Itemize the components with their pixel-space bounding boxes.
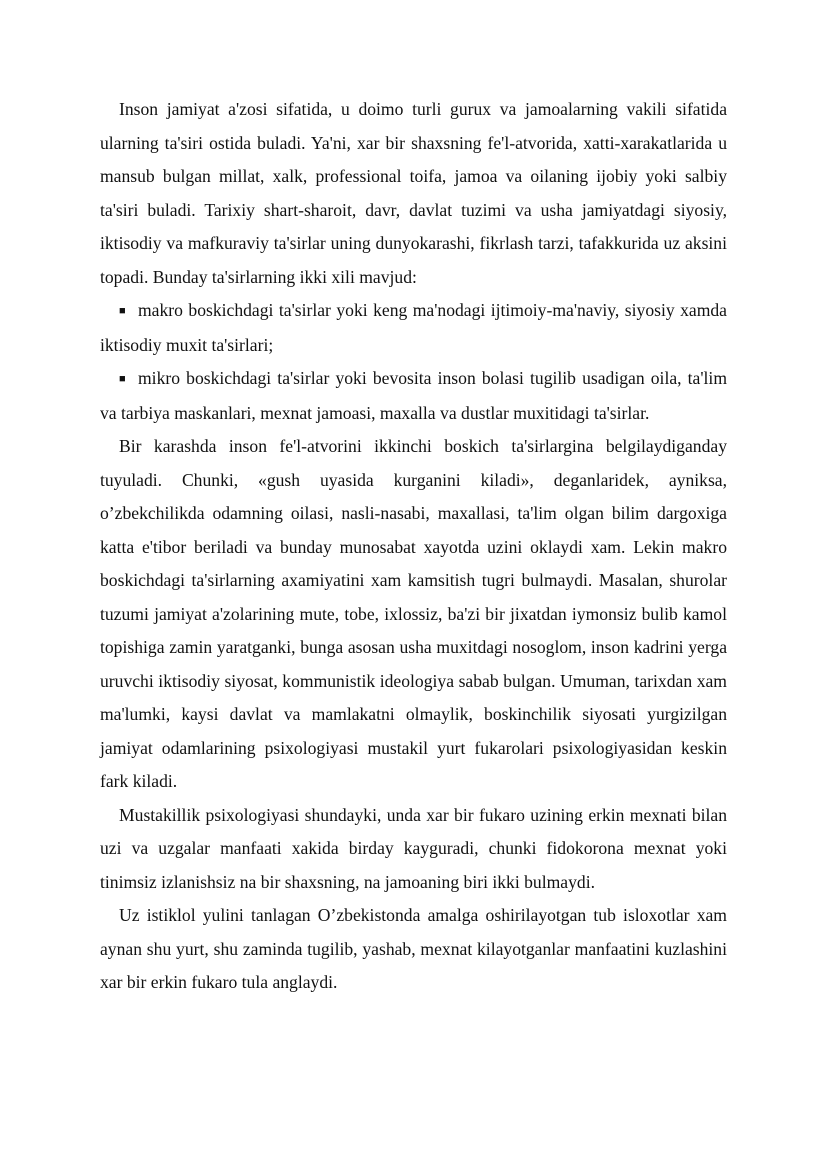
paragraph-influences: Bir karashda inson fe'l-atvorini ikkinchi boskich ta'sirlargina belgilaydiganday tuyuladi. Chunki, «gush uyasida kurganini kiladi», deganlaridek, ayniksa, o’zbekchilikda odamning oilasi, nasli-nasabi, maxallasi, ta'lim olgan bilim dargoxiga katta e'tibor beriladi va bunday munosabat xayotda uzini oklaydi xam. Lekin makro boskichdagi ta'sirlarning axamiyatini xam kamsitish tugri bulmaydi. Masalan, shurolar tuzumi jamiyat a'zolarining mute, tobe, ixlossiz, ba'zi bir jixatdan iymonsiz bulib kamol topishiga zamin yaratganki, bunga asosan usha muxitdagi nosoglom, inson kadrini yerga uruvchi iktisodiy siyosat, kommunistik ideologiya sabab bulgan. Umuman, tarixdan xam ma'lumki, kaysi davlat va mamlakatni olmaylik, boskinchilik siyosati yurgizilgan jamiyat odamlarining psixologiyasi mustakil yurt fukarolari psixologiyasidan keskin fark kiladi. xyxy=(100,436,727,791)
paragraph-reforms: Uz istiklol yulini tanlagan O’zbekistonda amalga oshirilayotgan tub isloxotlar xam aynan shu yurt, shu zaminda tugilib, yashab, mexnat kilayotganlar manfaatini kuzlashini xar bir erkin fukaro tula anglaydi. xyxy=(100,905,727,992)
square-bullet-icon: ■ xyxy=(119,305,126,317)
paragraph-intro: Inson jamiyat a'zosi sifatida, u doimo turli gurux va jamoalarning vakili sifatida ularning ta'siri ostida buladi. Ya'ni, xar bir shaxsning fe'l-atvorida, xatti-xarakatlarida u mansub bulgan millat, xalk, professional toifa, jamoa va oilaning ijobiy yoki salbiy ta'siri buladi. Tarixiy shart-sharoit, davr, davlat tuzimi va usha jamiyatdagi siyosiy, iktisodiy va mafkuraviy ta'sirlar uning dunyokarashi, fikrlash tarzi, tafakkurida uz aksini topadi. Bunday ta'sirlarning ikki xili mavjud: xyxy=(100,99,727,287)
bullet-item-micro xyxy=(100,362,727,430)
bullet-text-micro: mikro boskichdagi ta'sirlar yoki bevosita inson bolasi tugilib usadigan oila, ta'lim va tarbiya maskanlari, mexnat jamoasi, maxalla va dustlar muxitidagi ta'sirlar. xyxy=(100,368,727,423)
bullet-text-macro: makro boskichdagi ta'sirlar yoki keng ma'nodagi ijtimoiy-ma'naviy, siyosiy xamda iktisodiy muxit ta'sirlari; xyxy=(100,300,727,355)
paragraph-independence: Mustakillik psixologiyasi shundayki, unda xar bir fukaro uzining erkin mexnati bilan uzi va uzgalar manfaati xakida birday kayguradi, chunki fidokorona mexnat yoki tinimsiz izlanishsiz na bir shaxsning, na jamoaning biri ikki bulmaydi. xyxy=(100,804,727,892)
square-bullet-icon: ■ xyxy=(119,373,126,385)
document-page xyxy=(100,93,727,1000)
bullet-item-macro xyxy=(100,294,727,362)
